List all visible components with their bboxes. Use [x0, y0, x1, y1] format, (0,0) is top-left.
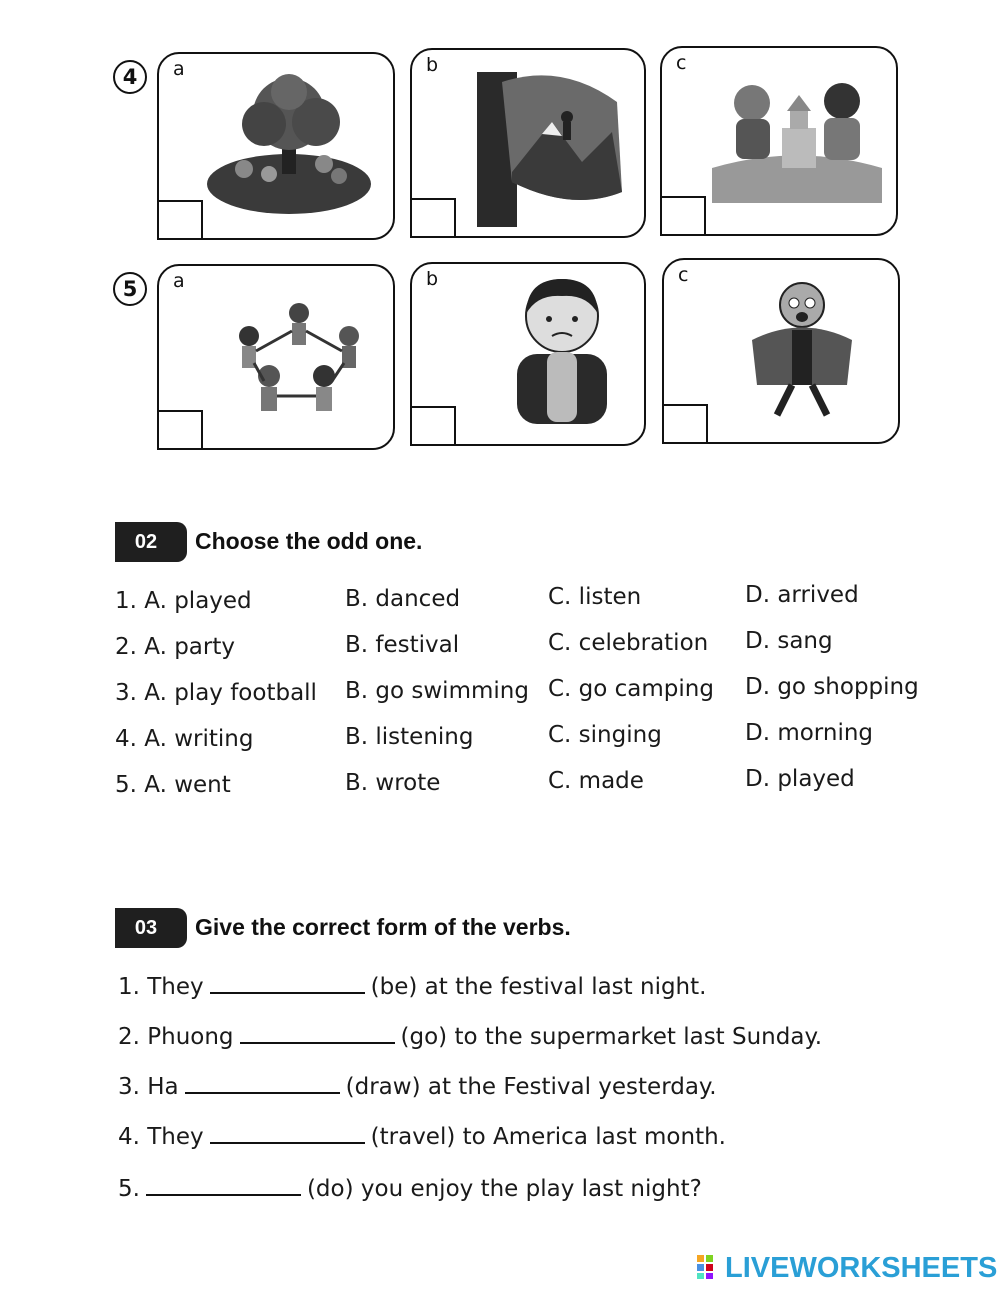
option-b[interactable]: B. listening — [345, 724, 474, 750]
sandcastle-picture — [712, 73, 882, 203]
card-letter: b — [426, 268, 439, 290]
card-letter: c — [678, 264, 689, 286]
option-d[interactable]: D. arrived — [745, 582, 859, 608]
mountain-climbing-picture — [472, 62, 632, 232]
section-title: Choose the odd one. — [195, 528, 423, 554]
picture-card-5a — [157, 264, 395, 450]
verb-item-5 — [118, 1174, 702, 1202]
answer-blank[interactable] — [210, 972, 365, 994]
section-title: Give the correct form of the verbs. — [195, 914, 571, 940]
option-d[interactable]: D. go shopping — [745, 674, 919, 700]
section-badge: 02 — [115, 522, 177, 562]
scared-man-picture — [742, 275, 862, 425]
answer-box[interactable] — [662, 404, 708, 444]
picture-card-4c — [660, 46, 898, 236]
answer-box[interactable] — [157, 200, 203, 240]
option-a[interactable]: 4. A. writing — [115, 726, 254, 752]
option-b[interactable]: B. festival — [345, 632, 460, 658]
picture-card-5b — [410, 262, 646, 446]
sad-boy-picture — [507, 274, 617, 434]
card-letter: a — [173, 270, 185, 292]
answer-blank[interactable] — [185, 1072, 340, 1094]
item-suffix: (travel) to America last month. — [370, 1124, 726, 1150]
option-a[interactable]: 3. A. play football — [115, 680, 317, 706]
answer-box[interactable] — [410, 198, 456, 238]
verb-item-3 — [118, 1072, 717, 1100]
option-c[interactable]: C. go camping — [548, 676, 714, 702]
verb-item-4 — [118, 1122, 726, 1150]
option-d[interactable]: D. morning — [745, 720, 874, 746]
answer-blank[interactable] — [210, 1122, 365, 1144]
option-d[interactable]: D. sang — [745, 628, 833, 654]
item-suffix: (be) at the festival last night. — [370, 974, 707, 1000]
item-prefix: 2. Phuong — [118, 1024, 234, 1050]
verb-item-2 — [118, 1022, 822, 1050]
picture-card-5c — [662, 258, 900, 444]
option-c[interactable]: C. listen — [548, 584, 642, 610]
option-a[interactable]: 2. A. party — [115, 634, 235, 660]
item-suffix: (do) you enjoy the play last night? — [306, 1176, 702, 1202]
children-dancing-picture — [224, 301, 374, 421]
card-letter: c — [676, 52, 687, 74]
option-b[interactable]: B. wrote — [345, 770, 441, 796]
option-a[interactable]: 5. A. went — [115, 772, 231, 798]
item-suffix: (go) to the supermarket last Sunday. — [400, 1024, 823, 1050]
card-letter: b — [426, 54, 439, 76]
picture-card-4a — [157, 52, 395, 240]
brand-name: LIVEWORKSHEETS — [725, 1252, 998, 1284]
item-prefix: 3. Ha — [118, 1074, 179, 1100]
option-b[interactable]: B. danced — [345, 586, 461, 612]
item-prefix: 1. They — [118, 974, 204, 1000]
answer-box[interactable] — [157, 410, 203, 450]
item-prefix: 5. — [118, 1176, 140, 1202]
answer-box[interactable] — [410, 406, 456, 446]
option-c[interactable]: C. celebration — [548, 630, 709, 656]
option-a[interactable]: 1. A. played — [115, 588, 252, 614]
option-c[interactable]: C. made — [548, 768, 644, 794]
question-number: 4 — [113, 60, 147, 94]
picture-card-4b — [410, 48, 646, 238]
section-badge: 03 — [115, 908, 177, 948]
liveworksheets-logo-icon — [697, 1255, 723, 1279]
park-picnic-picture — [204, 74, 374, 224]
option-c[interactable]: C. singing — [548, 722, 662, 748]
verb-item-1 — [118, 972, 706, 1000]
option-d[interactable]: D. played — [745, 766, 855, 792]
answer-blank[interactable] — [146, 1174, 301, 1196]
answer-blank[interactable] — [240, 1022, 395, 1044]
item-suffix: (draw) at the Festival yesterday. — [345, 1074, 717, 1100]
answer-box[interactable] — [660, 196, 706, 236]
item-prefix: 4. They — [118, 1124, 204, 1150]
card-letter: a — [173, 58, 185, 80]
question-number: 5 — [113, 272, 147, 306]
option-b[interactable]: B. go swimming — [345, 678, 529, 704]
